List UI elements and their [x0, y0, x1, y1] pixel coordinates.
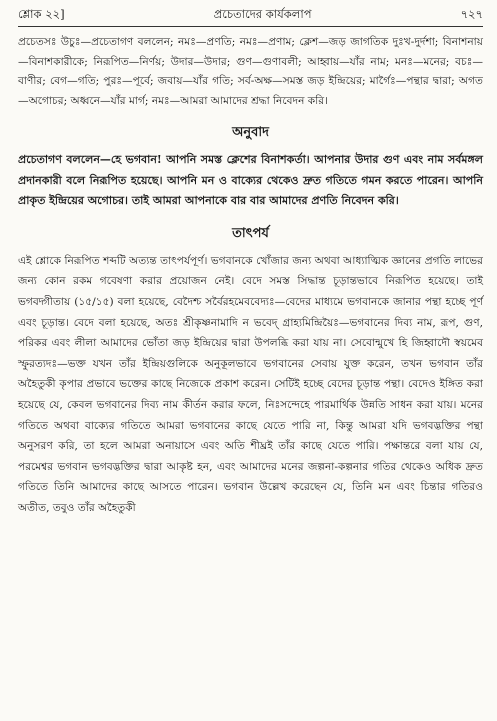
- purport-heading: তাৎপর্য: [232, 225, 269, 241]
- header-verse-number: শ্লোক ২২]: [18, 7, 65, 21]
- header-chapter-title: প্রচেতাদের কার্যকলাপ: [213, 7, 312, 21]
- header-rule: [18, 26, 483, 27]
- header-page-number: ৭২৭: [460, 7, 483, 21]
- running-header: [18, 6, 483, 24]
- translation-text: প্রচেতাগণ বললেন—হে ভগবান! আপনি সমস্ত ক্লেশের বিনাশকর্তা। আপনার উদার গুণ এবং নাম সর্বমঙ্গল প্রদানকারী বলে নিরূপিত হয়েছে। আপনি মন ও বাক্যের থেকেও দ্রুত গতিতে গমন করতে পারেন। আপনি প্রাকৃত ইন্দ্রিয়ের অগোচর। তাই আমরা আপনাকে বার বার আমাদের প্রণতি নিবেদন করি।: [18, 153, 483, 208]
- purport-text: এই শ্লোকে নিরূপিত শব্দটি অত্যন্ত তাৎপর্যপূর্ণ। ভগবানকে খোঁজার জন্য অথবা আধ্যাত্মিক জ্ঞানের প্রগতি লাভের জন্য কোন রকম গবেষণা করার প্রয়োজন নেই। বেদে সমস্ত সিদ্ধান্ত চূড়ান্তভাবে নিরূপিত হয়েছে। তাই ভগবদ্গীতায় (১৫/১৫) বলা হয়েছে, বেদৈশ্চ সর্বৈরহমেববেদ্যঃ—বেদের মাধ্যমে ভগবানকে জানার পন্থা হচ্ছে পূর্ণ এবং চূড়ান্ত। বেদে বলা হয়েছে, অতঃ শ্রীকৃষ্ণনামাদি ন ভবেদ্ গ্রাহ্যমিন্দ্রিয়ৈঃ—ভগবানের দিব্য নাম, রূপ, গুণ, পরিকর এবং লীলা আমাদের ভোঁতা জড় ইন্দ্রিয়ের দ্বারা উপলব্ধি করা যায় না। সেবোন্মুখে হি জিহ্বাদৌ স্বয়মেব স্ফুরত্যদঃ—ভক্ত যখন তাঁর ইন্দ্রিয়গুলিকে অনুকূলভাবে ভগবানের সেবায় যুক্ত করেন, তখন ভগবান তাঁর অহৈতুকী কৃপার প্রভাবে ভক্তের কাছে নিজেকে প্রকাশ করেন। সেটিই হচ্ছে বেদের চূড়ান্ত পন্থা। বেদেও ইঙ্গিত করা হয়েছে যে, কেবল ভগবানের দিব্য নাম কীর্তন করার ফলে, নিঃসন্দেহে পারমার্থিক উন্নতি সাধন করা যায়। মনের গতিতে অথবা বাক্যের গতিতে আমরা ভগবানের কাছে যেতে পারি না, কিন্তু আমরা যদি ভগবদ্ভক্তির পন্থা অনুসরণ করি, তা হলে আমরা অনায়াসে এবং অতি শীঘ্রই তাঁর কাছে যেতে পারি। পক্ষান্তরে বলা যায় যে, পরমেশ্বর ভগবান ভগবদ্ভক্তির দ্বারা আকৃষ্ট হন, এবং আমাদের মনের জল্পনা-কল্পনার গতির থেকেও অধিক দ্রুত গতিতে তিনি আমাদের কাছে আসতে পারেন। ভগবান উল্লেখ করেছেন যে, তিনি মন এবং চিন্তার গতিরও অতীত, তবুও তাঁর অহৈতুকী: [18, 254, 483, 514]
- word-meanings: প্রচেতসঃ উচুঃ—প্রচেতাগণ বললেন; নমঃ—প্রণতি; নমঃ—প্রণাম; ক্লেশ—জড় জাগতিক দুঃখ-দুর্দশা; বিনাশনায়—বিনাশকারীকে; নিরূপিত—নির্ণয়; উদার—উদার; গুণ—গুণাবলী; আহ্বায়—যাঁর নাম; মনঃ—মনের; বচঃ—বাণীর; বেগ—গতি; পুরঃ—পূর্বে; জবায়—যাঁর গতি; সর্ব-অক্ষ—সমস্ত জড় ইন্দ্রিয়ের; মার্গৈঃ—পন্থার দ্বারা; অগত—অগোচর; অধ্বনে—যাঁর মার্গ; নমঃ—আমরা আমাদের শ্রদ্ধা নিবেদন করি।: [18, 36, 483, 107]
- translation-heading: অনুবাদ: [232, 125, 269, 141]
